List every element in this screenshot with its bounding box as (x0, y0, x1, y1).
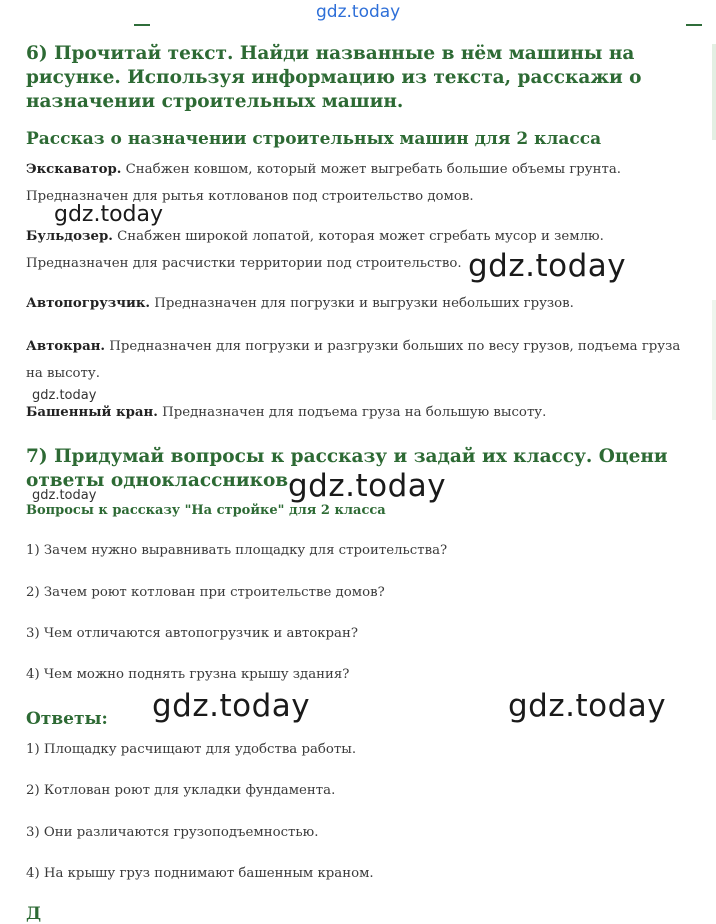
term: Башенный кран. (26, 405, 158, 420)
description: Предназначен для погрузки и разгрузки больших по весу грузов, подъема груза на высоту. (26, 339, 681, 381)
question-item: 3) Чем отличаются автопогрузчик и автокран? (26, 626, 358, 641)
task7-subtitle: Вопросы к рассказу "На стройке" для 2 класса (26, 503, 386, 518)
term: Автокран. (26, 339, 106, 354)
watermark: gdz.today (32, 488, 97, 503)
task6-title: 6) Прочитай текст. Найди названные в нём машины на рисунке. Используя информацию из текста, расскажи о назначении строительных машин. (26, 43, 642, 112)
answers-title: Ответы: (26, 709, 108, 729)
site-logo[interactable]: gdz.today (316, 2, 401, 22)
divider (134, 24, 150, 26)
term: Бульдозер. (26, 229, 113, 244)
task6-subtitle: Рассказ о назначении строительных машин для 2 класса (26, 129, 602, 149)
paragraph-tower-crane (26, 400, 694, 427)
paragraph-loader (26, 291, 694, 318)
watermark: gdz.today (32, 388, 97, 403)
description: Снабжен ковшом, который может выгребать большие объемы грунта. Предназначен для рытья котлованов под строительство домов. (26, 162, 621, 204)
term: Автопогрузчик. (26, 296, 151, 311)
watermark: gdz.today (468, 248, 627, 284)
watermark: gdz.today (54, 202, 164, 227)
description: Предназначен для подъема груза на большую высоту. (157, 405, 547, 420)
top-bar (0, 0, 716, 38)
side-decoration (712, 300, 716, 420)
term: Экскаватор. (26, 162, 122, 177)
task7-title: 7) Придумай вопросы к рассказу и задай их классу. Оцени ответы одноклассников. (26, 446, 668, 491)
description: Снабжен широкой лопатой, которая может сгребать мусор и землю. Предназначен для расчистки территории под строительство. (26, 229, 604, 271)
watermark: gdz.today (508, 688, 667, 724)
answer-item: 1) Площадку расчищают для удобства работы. (26, 742, 357, 757)
answer-item: 2) Котлован роют для укладки фундамента. (26, 783, 336, 798)
side-decoration (712, 44, 716, 140)
question-item: 1) Зачем нужно выравнивать площадку для строительства? (26, 543, 448, 558)
answer-item: 3) Они различаются грузоподъемностью. (26, 825, 319, 840)
watermark: gdz.today (152, 688, 311, 724)
watermark: gdz.today (288, 468, 447, 504)
question-item: 4) Чем можно поднять грузна крышу здания? (26, 667, 350, 682)
paragraph-truck-crane (26, 334, 694, 387)
question-item: 2) Зачем роют котлован при строительстве домов? (26, 585, 385, 600)
answer-item: 4) На крышу груз поднимают башенным краном. (26, 866, 374, 881)
next-heading-partial: Д (26, 904, 42, 924)
divider (686, 24, 702, 26)
description: Предназначен для погрузки и выгрузки небольших грузов. (150, 296, 574, 311)
